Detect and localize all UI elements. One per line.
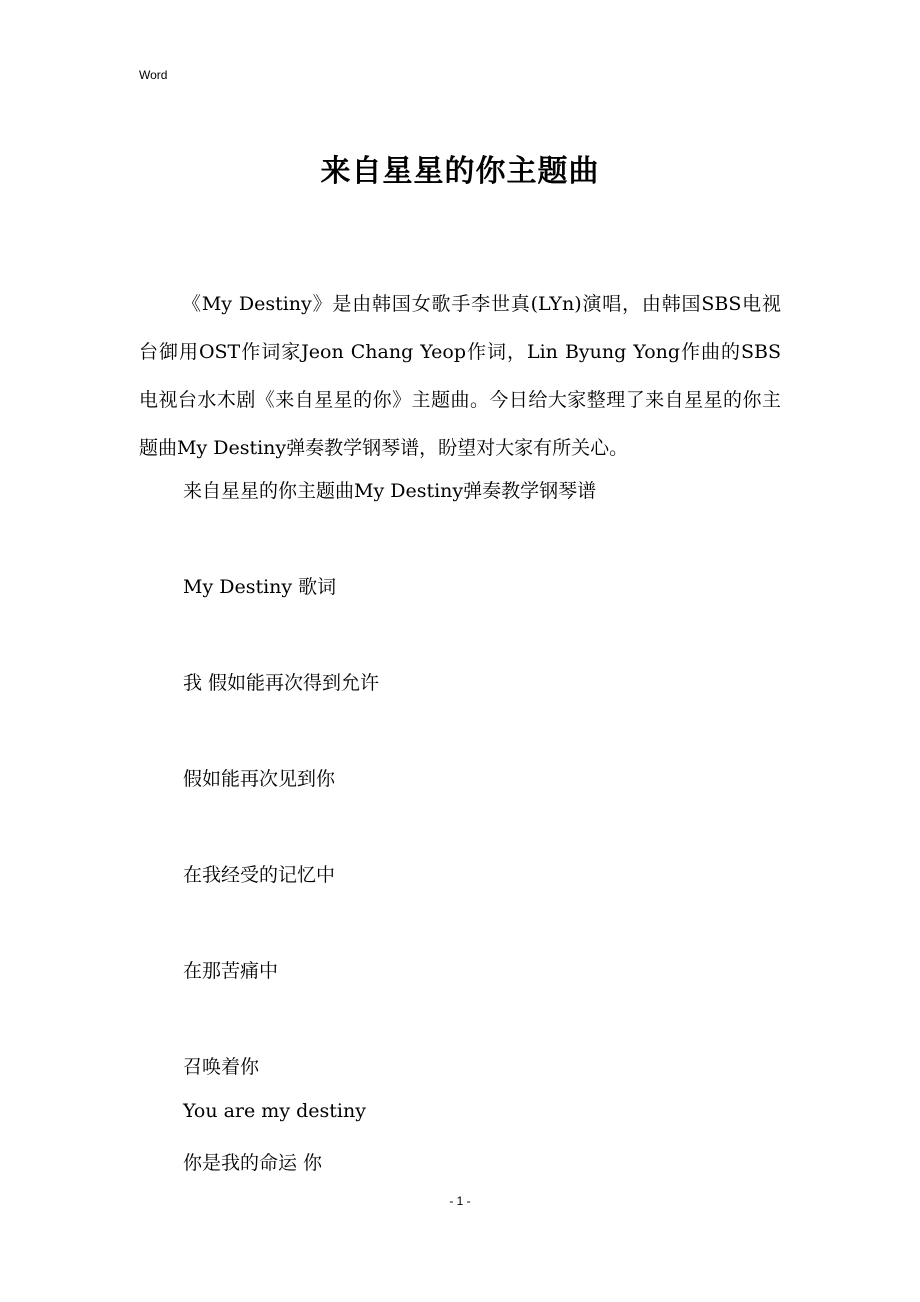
lyric-line: 在那苦痛中: [183, 960, 279, 982]
lyrics-heading: My Destiny 歌词: [183, 576, 337, 598]
lyric-line: 我 假如能再次得到允许: [183, 672, 380, 694]
intro-paragraph: 《My Destiny》是由韩国女歌手李世真(LYn)演唱，由韩国SBS电视台御用OST作词家Jeon Chang Yeop作词，Lin Byung Yong作曲的SBS电视台水木剧《来自星星的你》主题曲。今日给大家整理了来自星星的你主题曲My Destiny弹奏教学钢琴谱，盼望对大家有所关心。: [139, 293, 781, 459]
document-title: 来自星星的你主题曲: [320, 154, 600, 189]
lyric-line: 假如能再次见到你: [183, 768, 336, 790]
lyric-line: 召唤着你: [183, 1056, 260, 1078]
lyric-line: You are my destiny: [183, 1100, 366, 1122]
lyric-line: 你是我的命运 你: [183, 1152, 323, 1174]
page-number: - 1 -: [449, 1194, 471, 1208]
sheet-music-line: 来自星星的你主题曲My Destiny弹奏教学钢琴谱: [183, 480, 597, 502]
header-label: Word: [139, 68, 168, 82]
lyric-line: 在我经受的记忆中: [183, 864, 336, 886]
